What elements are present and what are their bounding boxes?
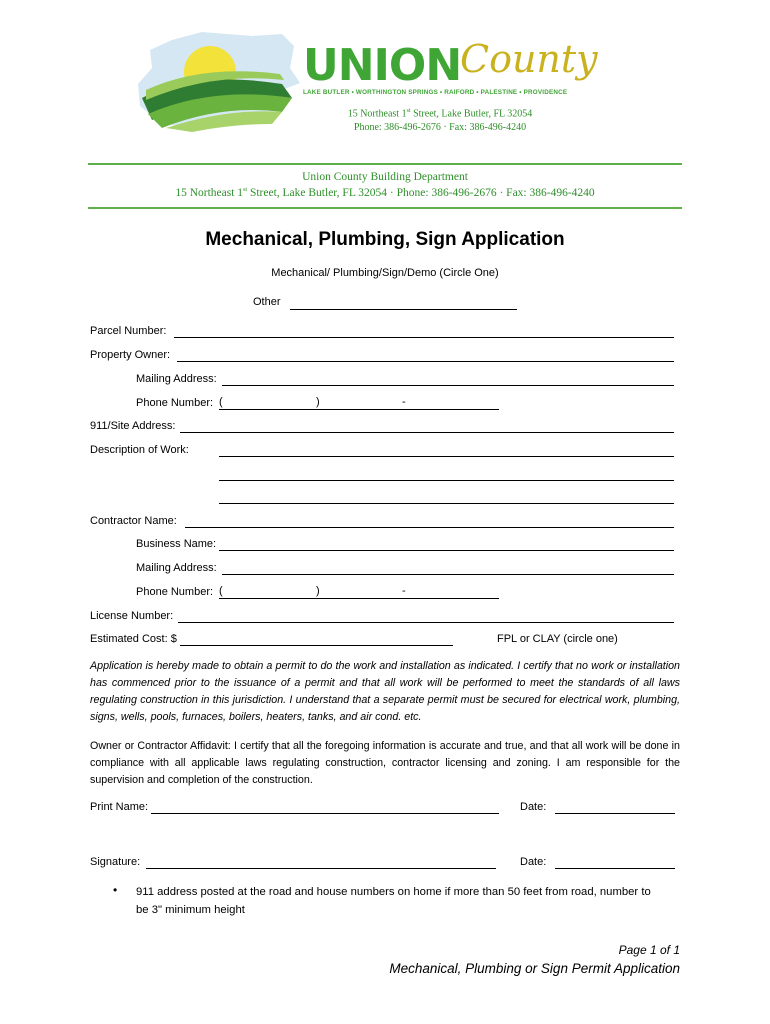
application-type-line: Mechanical/ Plumbing/Sign/Demo (Circle One) [271,267,499,279]
header-phone: Phone: 386-496-2676 · Fax: 386-496-4240 [353,122,527,133]
affidavit-text: Owner or Contractor Affidavit: I certify that all the foregoing information is accurate and true, and that all work will be done in compliance with all applicable laws regulating construction, contractor licensing and zoning. I am responsible for the supervision and completion of the construction. [90,740,680,786]
department-name: Union County Building Department [302,171,468,183]
license-number-field[interactable] [178,622,674,623]
property-owner-label: Property Owner: [90,349,171,361]
contractor-phone-open: ( [219,585,223,597]
footer-document-title: Mechanical, Plumbing or Sign Permit Application [389,961,680,976]
contractor-phone-label: Phone Number: [136,586,214,598]
brand-union-text: UNION [303,40,462,91]
bullet-note: 911 address posted at the road and house numbers on home if more than 50 feet from road, number to be 3" minimum height [136,886,651,916]
business-name-field[interactable] [219,550,674,551]
site-address-field[interactable] [180,432,674,433]
owner-phone-dash: - [402,396,406,408]
owner-phone-open: ( [219,396,223,408]
description-line-3[interactable] [219,503,674,504]
header-address: 15 Northeast 1st Street, Lake Butler, FL 32054 [347,108,533,120]
contractor-name-field[interactable] [185,527,674,528]
print-date-field[interactable] [555,813,675,814]
signature-date-field[interactable] [555,868,675,869]
owner-mailing-field[interactable] [222,385,674,386]
brand-tagline: LAKE BUTLER • WORTHINGTON SPRINGS • RAIFORD • PALESTINE • PROVIDENCE [303,89,568,96]
parcel-number-label: Parcel Number: [90,325,167,337]
bullet-icon: • [113,883,118,897]
signature-date-label: Date: [520,856,547,868]
description-line-2[interactable] [219,480,674,481]
property-owner-field[interactable] [177,361,674,362]
owner-phone-label: Phone Number: [136,397,214,409]
parcel-number-field[interactable] [174,337,674,338]
signature-label: Signature: [90,856,141,868]
union-county-logo [132,28,307,133]
contractor-phone-field[interactable] [219,598,499,599]
print-name-field[interactable] [151,813,499,814]
print-name-label: Print Name: [90,801,149,813]
estimated-cost-label: Estimated Cost: $ [90,633,177,645]
other-label: Other [253,296,281,308]
contractor-name-label: Contractor Name: [90,515,177,527]
signature-field[interactable] [146,868,496,869]
business-name-label: Business Name: [136,538,217,550]
print-date-label: Date: [520,801,547,813]
contractor-phone-close: ) [316,585,320,597]
license-number-label: License Number: [90,610,174,622]
owner-phone-close: ) [316,396,320,408]
page-number: Page 1 of 1 [618,943,680,957]
owner-phone-field[interactable] [219,409,499,410]
description-label: Description of Work: [90,444,189,456]
contractor-mailing-field[interactable] [222,574,674,575]
contractor-phone-dash: - [402,585,406,597]
contractor-mailing-label: Mailing Address: [136,562,217,574]
department-address: 15 Northeast 1st Street, Lake Butler, FL 32054 · Phone: 386-496-2676 · Fax: 386-496-4240 [175,187,595,199]
top-divider [88,163,682,165]
bottom-divider [88,207,682,209]
description-line-1[interactable] [219,456,674,457]
fpl-clay-option[interactable]: FPL or CLAY (circle one) [497,633,618,645]
estimated-cost-field[interactable] [180,645,453,646]
application-statement: Application is hereby made to obtain a permit to do the work and installation as indicated. I certify that no work or installation has commenced prior to the issuance of a permit and that all work will be performed to meet the standards of all laws regulating construction in this jurisdiction. I understand that a separate permit must be secured for electrical work, plumbing, signs, wells, pools, furnaces, boilers, heaters, tanks, and air cond. etc. [90,660,680,723]
form-title: Mechanical, Plumbing, Sign Application [205,229,565,250]
other-field[interactable] [290,309,517,310]
brand-county-text: County [460,37,598,81]
owner-mailing-label: Mailing Address: [136,373,217,385]
site-address-label: 911/Site Address: [90,420,176,432]
